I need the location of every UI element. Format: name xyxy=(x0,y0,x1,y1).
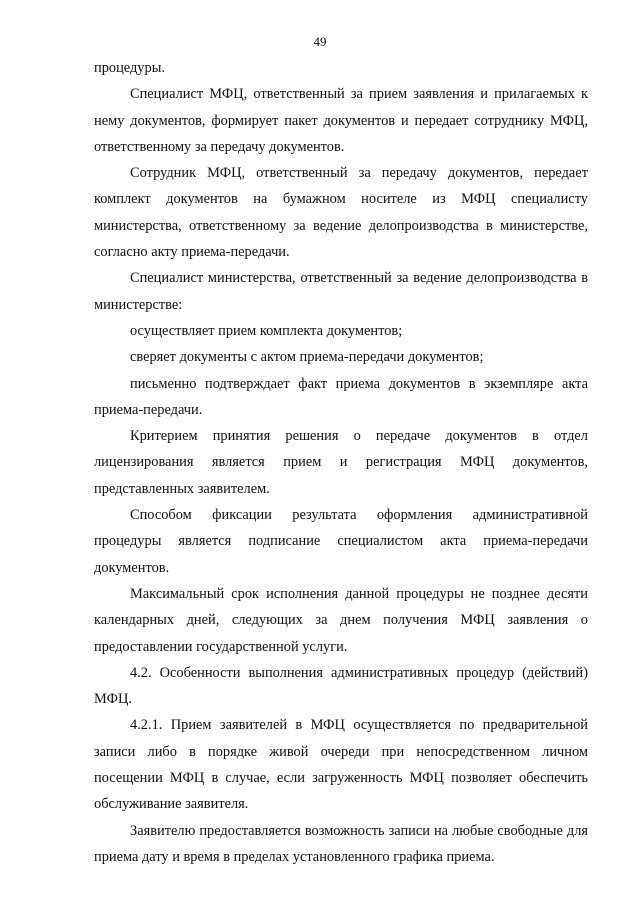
list-item-3: письменно подтверждает факт приема документов в экземпляре акта приема-передачи. xyxy=(94,375,588,418)
page-number: 49 xyxy=(313,34,327,49)
paragraph-deadline: Максимальный срок исполнения данной процедуры не позднее десяти календарных дней, следующих за днем получения МФЦ заявления о предоставлении государственной услуги. xyxy=(94,585,588,655)
paragraph-method: Способом фиксации результата оформления административной процедуры является подписание специалистом акта приема-передачи документов. xyxy=(94,507,588,576)
paragraph-criterion: Критерием принятия решения о передаче документов в отдел лицензирования является прием и регистрация МФЦ документов, представленных заявителем. xyxy=(94,428,588,497)
paragraph-1: процедуры. xyxy=(94,60,165,76)
paragraph-appointment: Заявителю предоставляется возможность записи на любые свободные для приема дату и время в пределах установленного графика приема. xyxy=(94,822,588,865)
list-item-1: осуществляет прием комплекта документов; xyxy=(130,322,403,339)
list-item-2: сверяет документы с актом приема-передачи документов; xyxy=(130,349,484,366)
paragraph-2: Специалист МФЦ, ответственный за прием заявления и прилагаемых к нему документов, формирует пакет документов и передает сотруднику МФЦ, ответственному за передачу документов. xyxy=(94,86,588,155)
section-heading-4-2: 4.2. Особенности выполнения административных процедур (действий) МФЦ. xyxy=(94,664,588,708)
paragraph-4-2-1: 4.2.1. Прием заявителей в МФЦ осуществляется по предварительной записи либо в порядке живой очереди при непосредственном личном посещении МФЦ в случае, если загруженность МФЦ позволяет обеспечить обслуживание заявителя. xyxy=(94,717,588,813)
paragraph-4: Специалист министерства, ответственный за ведение делопроизводства в министерстве: xyxy=(94,270,588,313)
document-body xyxy=(94,55,588,870)
paragraph-3: Сотрудник МФЦ, ответственный за передачу документов, передает комплект документов на бумажном носителе из МФЦ специалисту министерства, ответственному за ведение делопроизводства в министерстве, согласно акту приема-передачи. xyxy=(94,165,588,261)
